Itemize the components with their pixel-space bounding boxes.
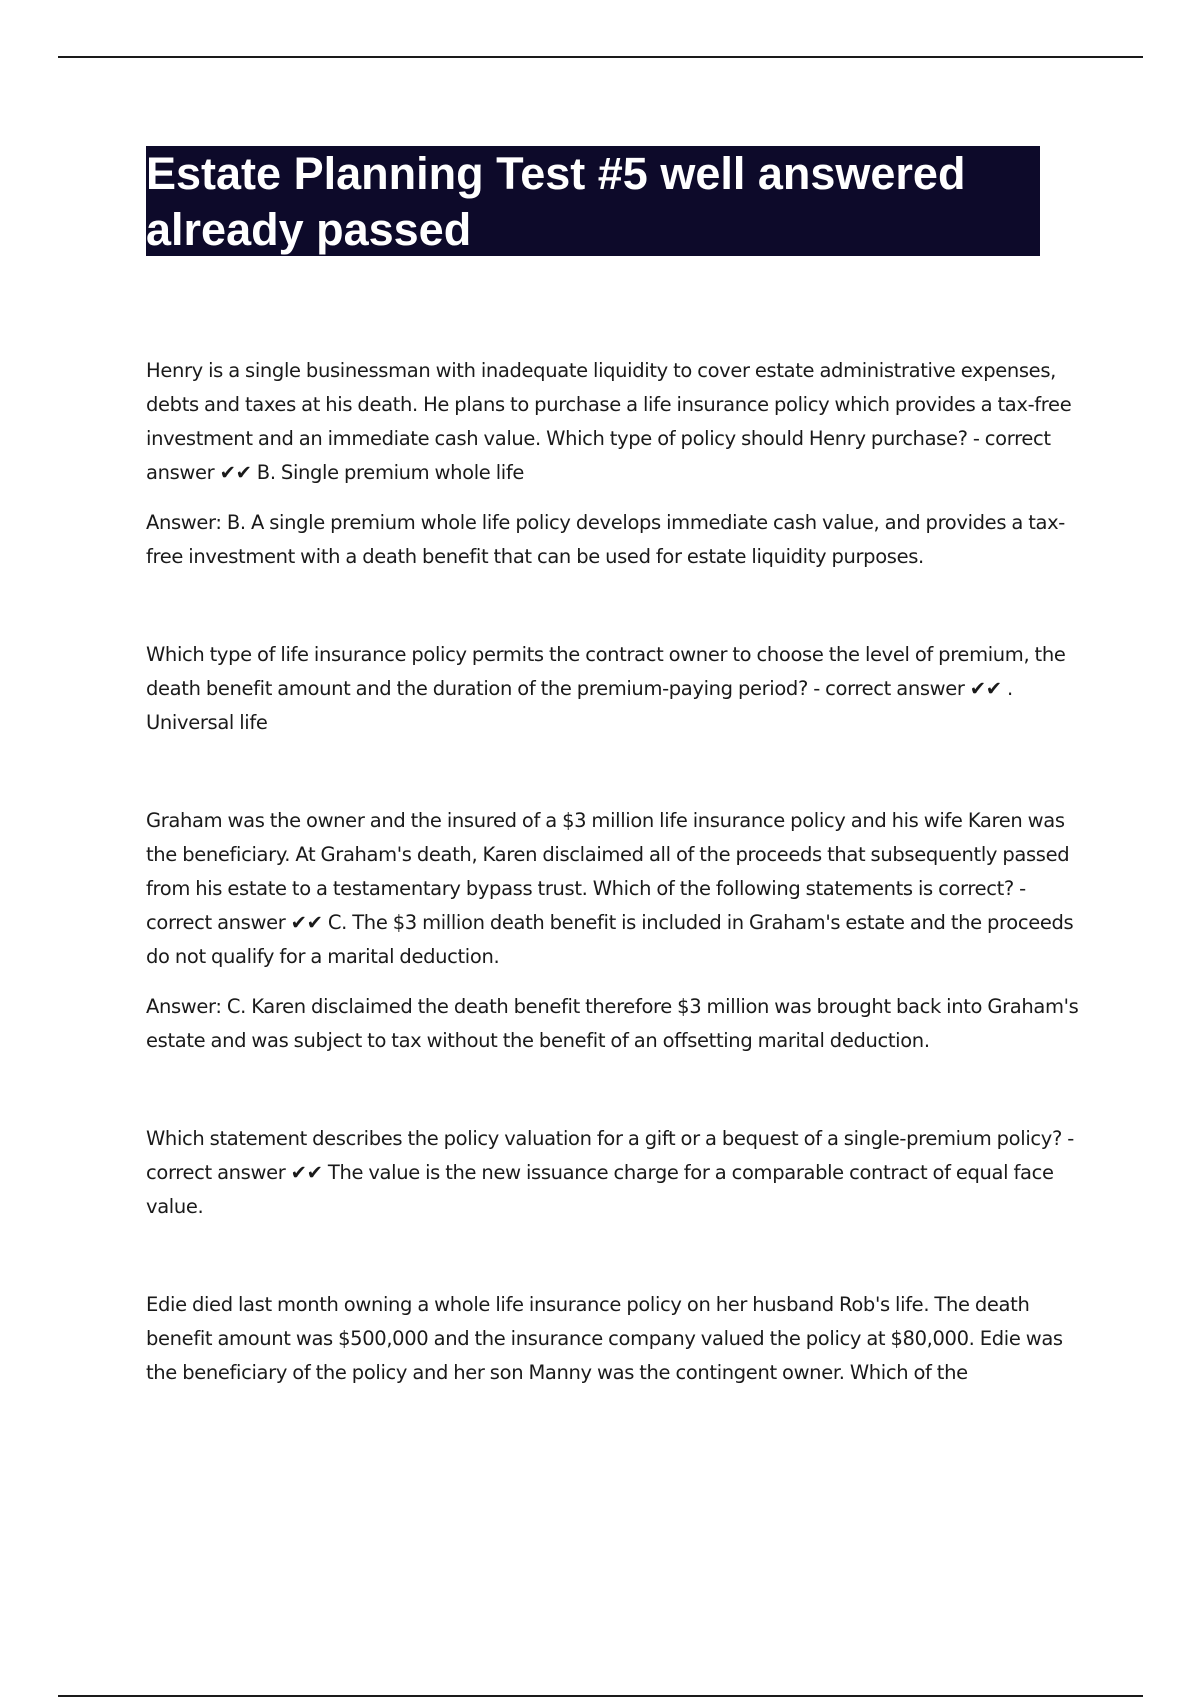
document-body: [146, 354, 1096, 1390]
question-text: Henry is a single businessman with inadequate liquidity to cover estate administrative expenses, debts and taxes at his death. He plans to purchase a life insurance policy which provides a tax-free investment and an immediate cash value. Which type of policy should Henry purchase? - correct answer ✔✔ B. Single premium whole life: [146, 359, 1072, 484]
question-text: Which statement describes the policy valuation for a gift or a bequest of a single-premium policy? - correct answer ✔✔ The value is the new issuance charge for a comparable contract of equal face value.: [146, 1127, 1074, 1218]
document-title: Estate Planning Test #5 well answered already passed: [146, 148, 966, 255]
header-rule: [58, 56, 1143, 58]
qa-block: [146, 354, 1096, 574]
answer-explanation: Answer: C. Karen disclaimed the death benefit therefore $3 million was brought back into Graham's estate and was subject to tax without the benefit of an offsetting marital deduction.: [146, 995, 1079, 1052]
title-banner: [146, 146, 1040, 256]
answer-explanation: Answer: B. A single premium whole life policy develops immediate cash value, and provides a tax-free investment with a death benefit that can be used for estate liquidity purposes.: [146, 511, 1065, 568]
qa-block: [146, 804, 1096, 1058]
question-text: Edie died last month owning a whole life insurance policy on her husband Rob's life. The death benefit amount was $500,000 and the insurance company valued the policy at $80,000. Edie was the beneficiary of the policy and her son Manny was the contingent owner. Which of the: [146, 1293, 1063, 1384]
qa-block: [146, 1122, 1096, 1224]
question-text: Graham was the owner and the insured of a $3 million life insurance policy and his wife Karen was the beneficiary. At Graham's death, Karen disclaimed all of the proceeds that subsequently passed from his estate to a testamentary bypass trust. Which of the following statements is correct? - correct answer ✔✔ C. The $3 million death benefit is included in Graham's estate and the proceeds do not qualify for a marital deduction.: [146, 809, 1074, 968]
qa-block: [146, 638, 1096, 740]
footer-rule: [58, 1695, 1143, 1697]
question-text: Which type of life insurance policy permits the contract owner to choose the level of premium, the death benefit amount and the duration of the premium-paying period? - correct answer ✔✔ . Universal life: [146, 643, 1066, 734]
qa-block: [146, 1288, 1096, 1390]
